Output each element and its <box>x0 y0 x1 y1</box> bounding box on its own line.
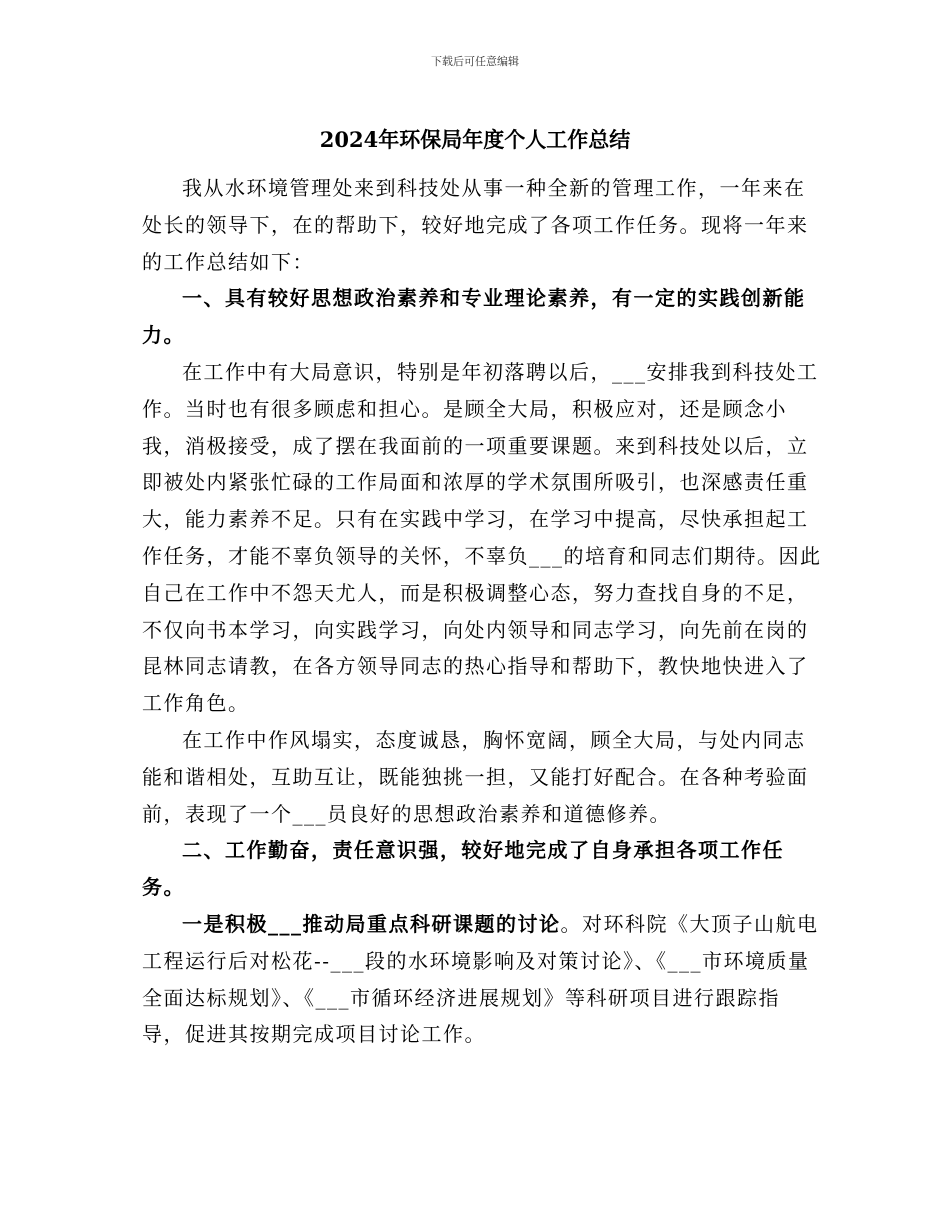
intro-paragraph: 我从水环境管理处来到科技处从事一种全新的管理工作，一年来在处长的领导下，在的帮助下，较好地完成了各项工作任务。现将一年来的工作总结如下： <box>142 176 809 274</box>
section-heading-2: 二、工作勤奋，责任意识强，较好地完成了自身承担各项工作任务。 <box>142 838 784 900</box>
paragraph-3-rest: 。对环科院《大顶子山航电工程运行后对松花--___段的水环境影响及对策讨论》、《___市环境质量全面达标规划》、《___市循环经济进展规划》等科研项目进行跟踪指导，促进其按期完成项目讨论工作。 <box>142 911 819 1047</box>
header-note: 下载后可任意编辑 <box>431 55 519 68</box>
section-heading-1: 一、具有较好思想政治素养和专业理论素养，有一定的实践创新能力。 <box>142 286 806 348</box>
document-title: 2024年环保局年度个人工作总结 <box>319 127 631 152</box>
paragraph-2: 在工作中作风塌实，态度诚恳，胸怀宽阔，顾全大局，与处内同志能和谐相处，互助互让，既能独挑一担，又能打好配合。在各种考验面前，表现了一个___员良好的思想政治素养和道德修养。 <box>142 727 809 826</box>
document-body <box>142 170 822 1053</box>
paragraph-3 <box>142 906 822 1053</box>
paragraph-1: 在工作中有大局意识，特别是年初落聘以后，___安排我到科技处工作。当时也有很多顾虑和担心。是顾全大局，积极应对，还是顾念小我，消极接受，成了摆在我面前的一项重要课题。来到科技处以后，立即被处内紧张忙碌的工作局面和浓厚的学术氛围所吸引，也深感责任重大，能力素养不足。只有在实践中学习，在学习中提高，尽快承担起工作任务，才能不辜负领导的关怀，不辜负___的培育和同志们期待。因此自己在工作中不怨天尤人，而是积极调整心态，努力查找自身的不足，不仅向书本学习，向实践学习，向处内领导和同志学习，向先前在岗的昆林同志请教，在各方领导同志的热心指导和帮助下，教快地快进入了工作角色。 <box>142 359 822 716</box>
paragraph-3-lead: 一是积极___推动局重点科研课题的讨论 <box>182 911 561 936</box>
